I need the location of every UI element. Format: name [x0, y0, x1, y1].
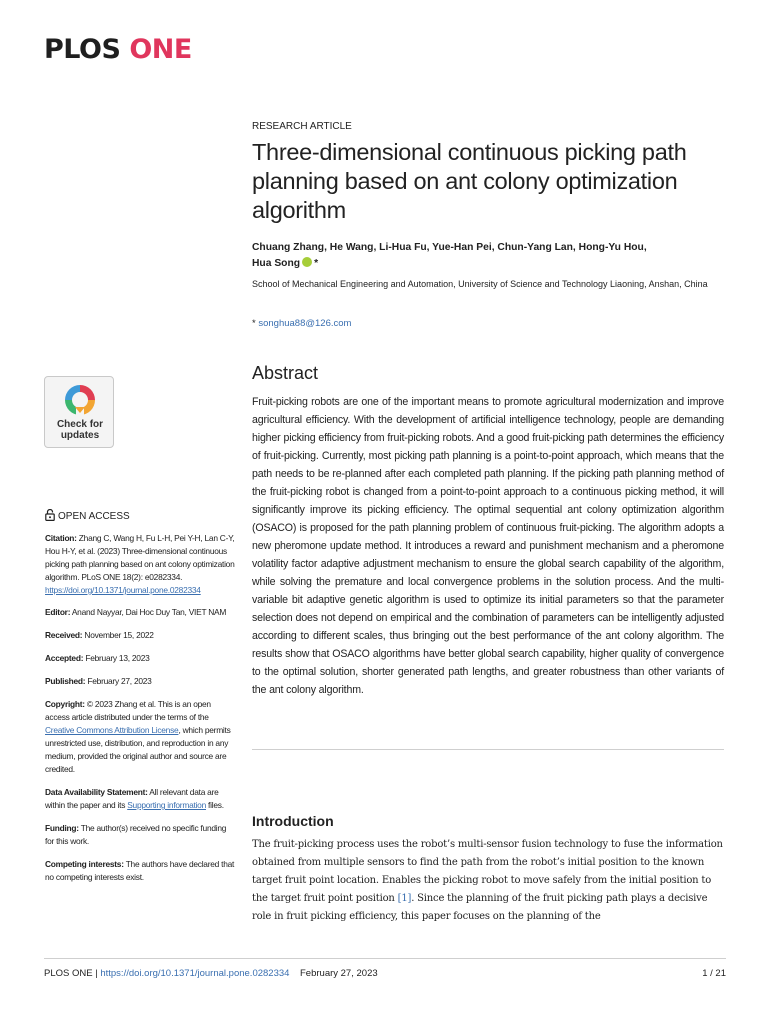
published-text: February 27, 2023 [85, 676, 152, 686]
corresponding-mark: * [314, 258, 319, 269]
citation-text: Zhang C, Wang H, Fu L-H, Pei Y-H, Lan C-Y, Hou H-Y, et al. (2023) Three-dimensional continuous picking path planning based on ant colony optimization algorithm. PLoS ONE 18(2): e0282334. [45, 533, 235, 582]
editor-text: Anand Nayyar, Dai Hoc Duy Tan, VIET NAM [70, 607, 227, 617]
citation-doi-link[interactable]: https://doi.org/10.1371/journal.pone.0282334 [45, 585, 201, 595]
license-link[interactable]: Creative Commons Attribution License [45, 725, 179, 735]
article-metadata-sidebar [45, 532, 235, 884]
footer-date: February 27, 2023 [300, 968, 378, 979]
received-label: Received: [45, 630, 83, 640]
introduction-text [252, 836, 724, 926]
data-availability-block [45, 786, 235, 812]
open-lock-icon [45, 509, 55, 521]
affiliation: School of Mechanical Engineering and Automation, University of Science and Technology Liaoning, Anshan, China [252, 279, 708, 289]
funding-text: The author(s) received no specific funding for this work. [45, 823, 227, 846]
editor-label: Editor: [45, 607, 71, 617]
citation-block [45, 532, 235, 597]
authors-line1: Chuang Zhang, He Wang, Li-Hua Fu, Yue-Han Pei, Chun-Yang Lan, Hong-Yu Hou, [252, 242, 647, 253]
logo-one: ONE [129, 34, 192, 65]
open-access-text: OPEN ACCESS [58, 511, 130, 522]
journal-logo [44, 36, 192, 63]
competing-interests-label: Competing interests: [45, 859, 124, 869]
check-for-updates-line2: updates [60, 430, 100, 441]
correspondence-star: * [252, 318, 256, 329]
introduction-text-part1: The fruit-picking process uses the robot’s multi-sensor fusion technology to fuse the information obtained from multiple sensors to find the path from the robot’s initial position to the known target fruit point location. Enables the picking robot to move safely from the initial position to the target fruit point position [252, 839, 723, 904]
copyright-text: © 2023 Zhang et al. This is an open access article distributed under the terms of the [45, 699, 211, 722]
editor-block [45, 606, 235, 619]
copyright-label: Copyright: [45, 699, 85, 709]
correspondence [252, 318, 351, 329]
article-type: RESEARCH ARTICLE [252, 121, 352, 132]
orcid-icon[interactable] [302, 257, 312, 267]
competing-interests-block [45, 858, 235, 884]
page-footer [44, 968, 378, 979]
abstract-heading: Abstract [252, 363, 319, 383]
funding-block [45, 822, 235, 848]
open-access-label [45, 509, 130, 522]
logo-plos: PLOS [44, 34, 121, 65]
accepted-label: Accepted: [45, 653, 84, 663]
published-block [45, 675, 235, 688]
copyright-block [45, 698, 235, 776]
copyright-text-2: , which permits unrestricted use, distribution, and reproduction in any medium, provided the original author and source are credited. [45, 725, 231, 774]
footer-journal: PLOS ONE | [44, 968, 101, 979]
received-text: November 15, 2022 [82, 630, 154, 640]
data-availability-text: All relevant data are within the paper and its [45, 787, 219, 810]
author-corresponding[interactable]: Hua Song [252, 258, 301, 269]
accepted-block [45, 652, 235, 665]
footer-divider [44, 958, 726, 959]
accepted-text: February 13, 2023 [83, 653, 150, 663]
footer-doi-link[interactable]: https://doi.org/10.1371/journal.pone.0282334 [100, 968, 290, 979]
supporting-information-link[interactable]: Supporting information [127, 800, 206, 810]
page-number: 1 / 21 [702, 968, 726, 979]
article-title: Three-dimensional continuous picking path planning based on ant colony optimization algorithm [252, 139, 687, 223]
data-availability-text-2: files. [205, 800, 224, 810]
competing-interests-text: The authors have declared that no competing interests exist. [45, 859, 235, 882]
published-label: Published: [45, 676, 86, 686]
received-block [45, 629, 235, 642]
abstract-divider [252, 749, 724, 750]
reference-link-1[interactable]: [1] [397, 893, 412, 904]
data-availability-label: Data Availability Statement: [45, 787, 148, 797]
email-link[interactable]: songhua88@126.com [258, 318, 352, 329]
citation-label: Citation: [45, 533, 77, 543]
check-for-updates-line1: Check for [56, 419, 104, 430]
introduction-heading: Introduction [252, 813, 334, 829]
abstract-text: Fruit-picking robots are one of the important means to promote agricultural modernization and improve agricultural efficiency. With the development of artificial intelligence technology, people are demanding higher picking efficiency from fruit-picking robots. And a good fruit-picking path determines the efficiency of fruit-picking. Currently, most picking path planning is a point-to-point approach, which means that the path needs to be re-planned after each completed path planning. If the picking path planning method of the fruit-picking robot is changed from a point-to-point approach to a continuous picking method, it will significantly improve its picking efficiency. The optimal sequential ant colony optimization algorithm (OSACO) is proposed for the path planning problem of continuous fruit-picking. The algorithm adopts a new pheromone update method. It introduces a reward and punishment mechanism and a pheromone volatility factor adaptive adjustment mechanism to ensure the global search capability of the algorithm, while solving the premature and local convergence problems in the solution process. And the multi-variable bit adaptive genetic algorithm is used to optimize its initial parameters so that the parameter selection does not depend on empirical and the combination of parameters can be intelligently adjusted according to different scales, thus bringing out the best performance of the ant colony algorithm. The results show that OSACO algorithms have better global search capability, higher quality of convergence to the optimal solution, shorter generated path lengths, and greater robustness than other variants of the ant colony algorithm. [252, 396, 724, 696]
introduction-text-part2: . Since the planning of the fruit picking path plays a decisive role in fruit picking efficiency, this paper focuses on the planning of the [252, 893, 708, 922]
funding-label: Funding: [45, 823, 79, 833]
author-list [252, 240, 722, 272]
check-for-updates-icon [62, 382, 98, 418]
check-for-updates-badge[interactable] [44, 376, 114, 448]
